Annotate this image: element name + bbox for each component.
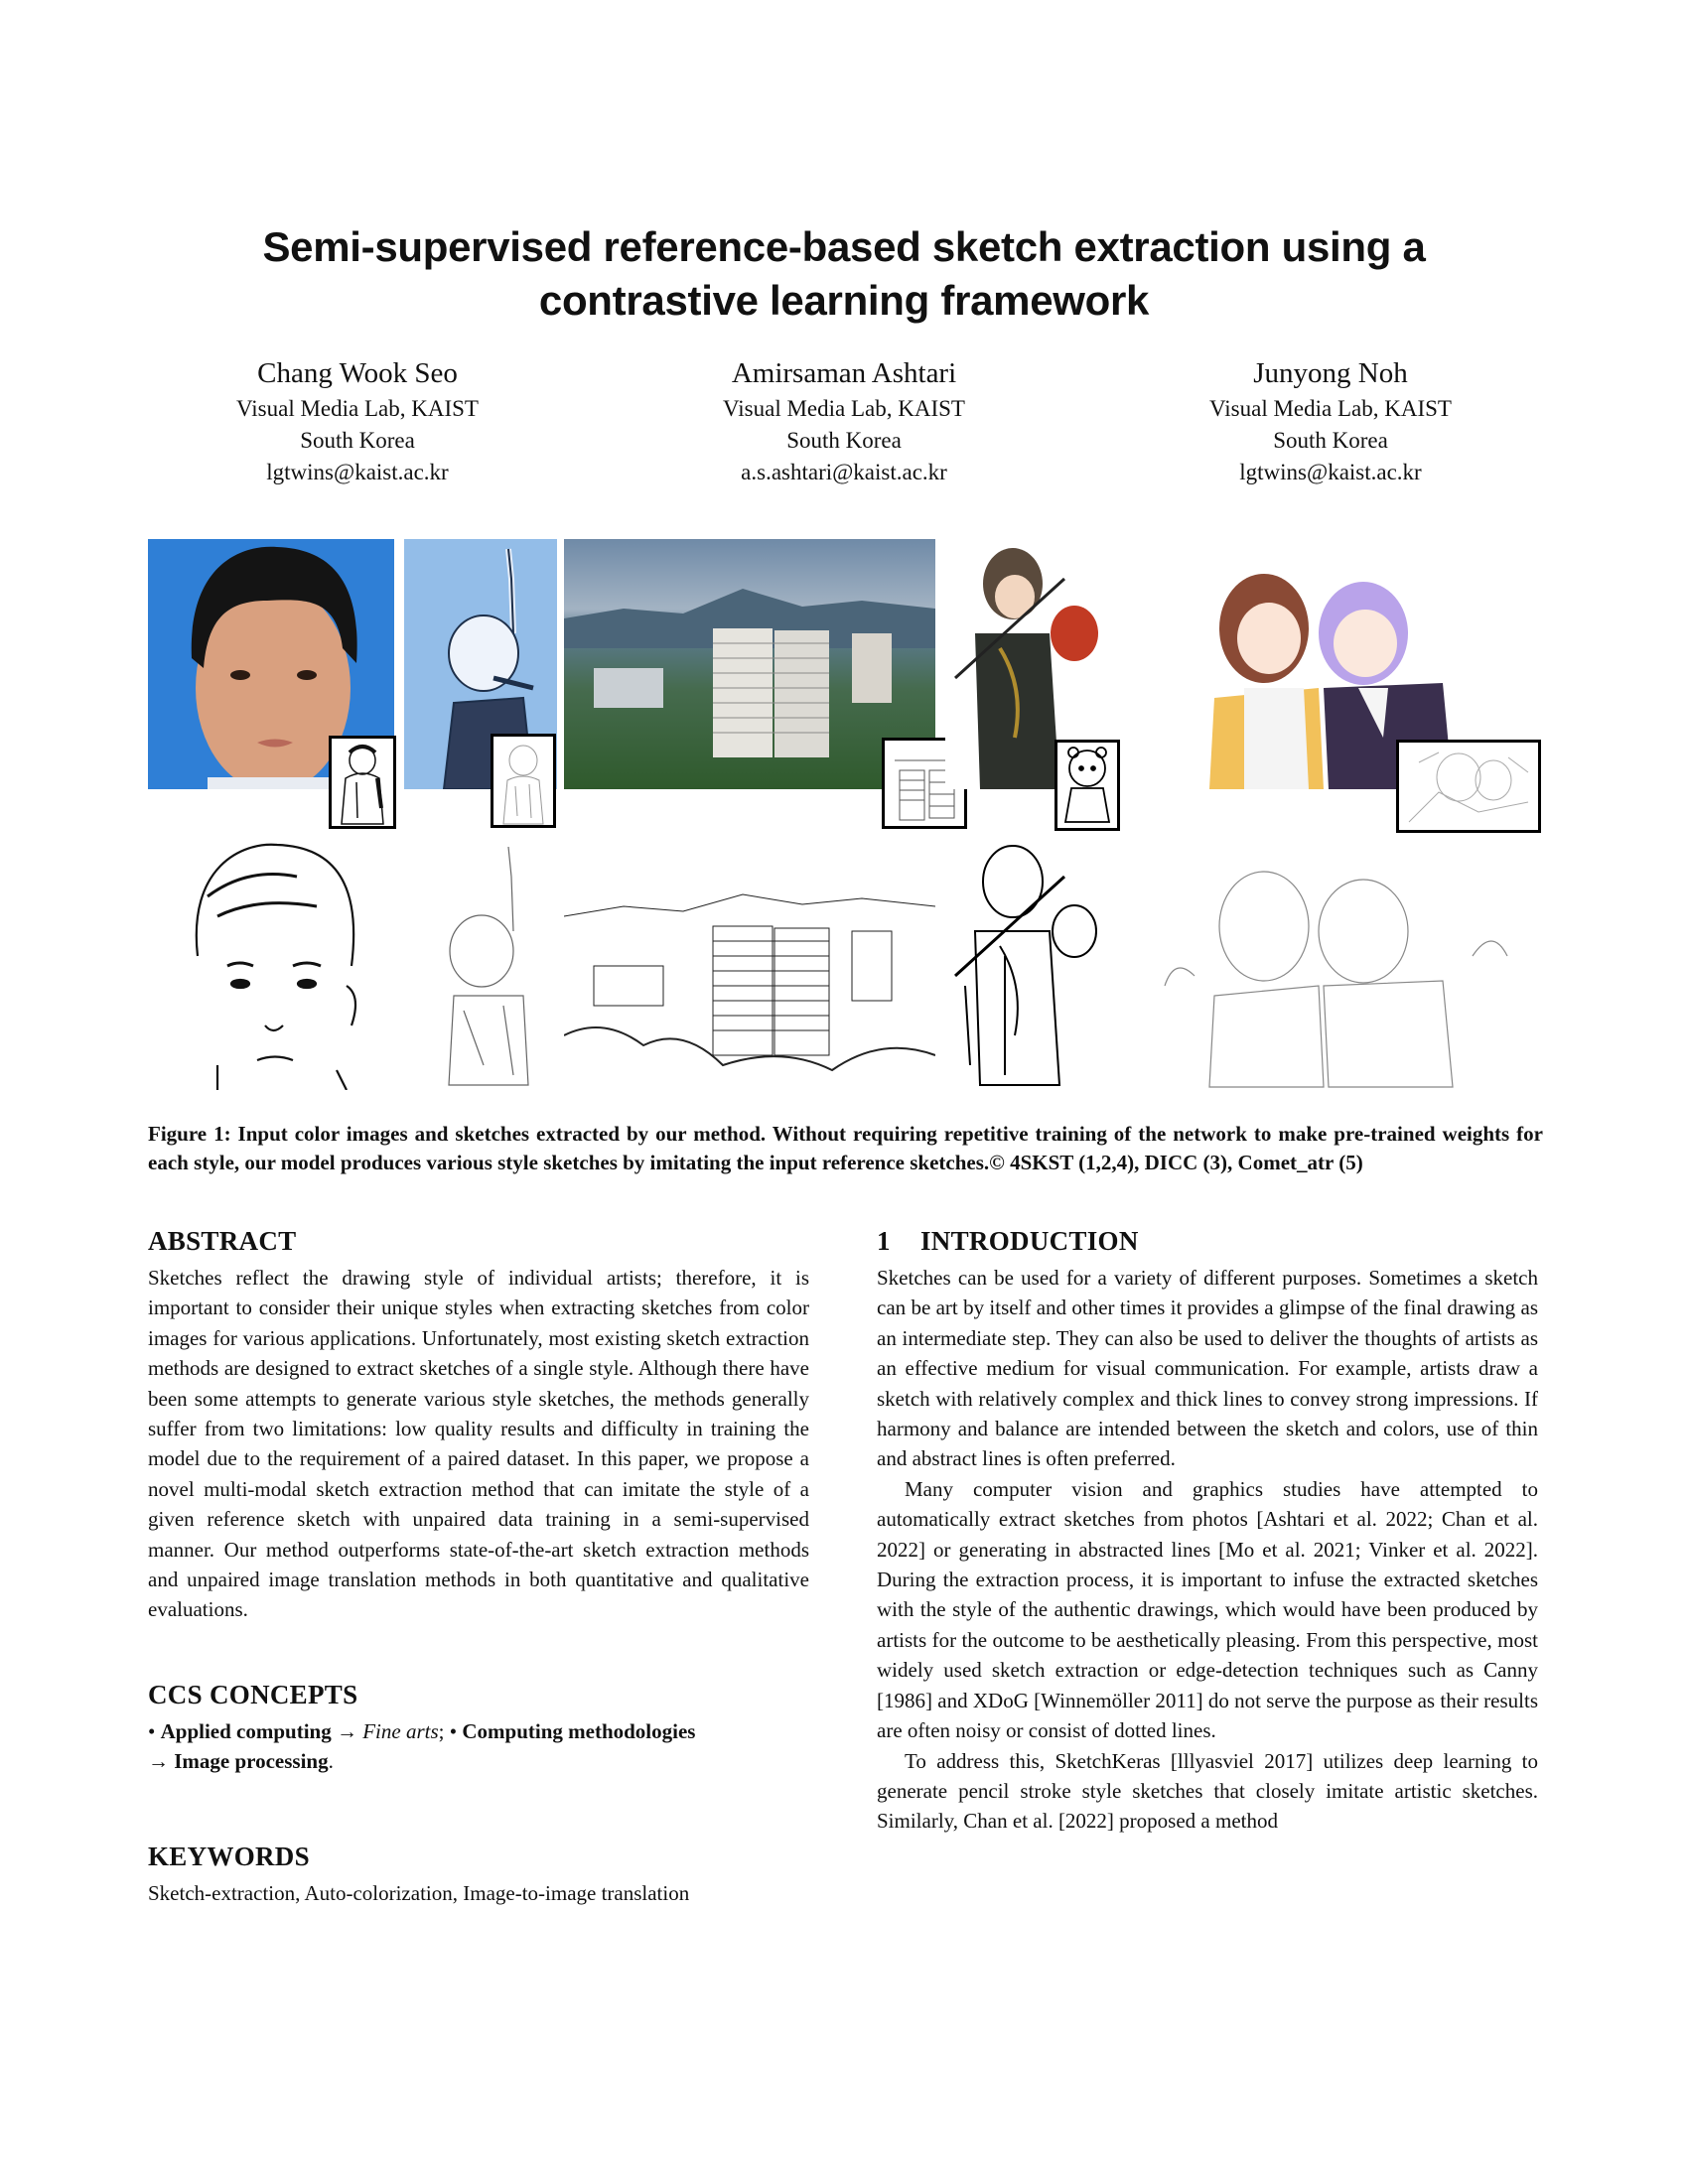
author-country: South Korea xyxy=(786,428,902,453)
figure-caption: Figure 1: Input color images and sketches extracted by our method. Without requiring repetitive training of the network to make pre-trained weights for each style, our model produces various style sketches by imitating the input reference sketches.© 4SKST (1,2,4), DICC (3), Comet_atr (5) xyxy=(148,1122,1543,1174)
author-name: Chang Wook Seo xyxy=(257,357,458,389)
introduction-heading xyxy=(877,1223,1538,1259)
section-number: 1 xyxy=(877,1226,891,1256)
left-column xyxy=(148,1223,809,1908)
author-block xyxy=(149,353,566,488)
ccs-computing-methodologies: Computing methodologies xyxy=(462,1718,696,1743)
intro-paragraph-2: Many computer vision and graphics studies have attempted to automatically extract sketches from photos [Ashtari et al. 2022; Chan et al. 2022] or generating in abstracted lines [Mo et al. 2021; Vinker et al. 2022]. During the extraction process, it is important to infuse the extracted sketches with the style of the authentic drawings, which would have been produced by artists for the outcome to be aesthetically pleasing. From this perspective, most widely used sketch extraction or edge-detection techniques such as Canny [1986] and XDoG [Winnemöller 2011] do not serve the purpose as their results are often noisy or consist of dotted lines. xyxy=(877,1476,1538,1743)
author-affiliation: Visual Media Lab, KAIST xyxy=(236,396,479,421)
author-name: Junyong Noh xyxy=(1253,357,1408,389)
reference-sketch-2 xyxy=(491,734,556,828)
author-affiliation: Visual Media Lab, KAIST xyxy=(723,396,965,421)
output-anime-girl-sketch xyxy=(404,837,557,1090)
output-portrait-sketch xyxy=(148,837,394,1090)
ccs-fine-arts: Fine arts xyxy=(362,1718,439,1743)
reference-sketch-4 xyxy=(1055,740,1120,831)
keywords-text: Sketch-extraction, Auto-colorization, Image-to-image translation xyxy=(148,1880,690,1905)
author-name: Amirsaman Ashtari xyxy=(731,357,957,389)
intro-paragraph-3: To address this, SketchKeras [lllyasviel 2017] utilizes deep learning to generate pencil stroke style sketches that closely imitate artistic sketches. Similarly, Chan et al. [2022] proposed a method xyxy=(877,1748,1538,1834)
author-email: lgtwins@kaist.ac.kr xyxy=(266,460,449,484)
title-line-2: contrastive learning framework xyxy=(538,277,1150,324)
author-email: lgtwins@kaist.ac.kr xyxy=(1239,460,1422,484)
ccs-image-processing: Image processing xyxy=(174,1749,329,1774)
ccs-heading: CCS CONCEPTS xyxy=(148,1679,358,1709)
right-column xyxy=(877,1223,1538,1837)
output-city-sketch xyxy=(564,837,935,1090)
ccs-concepts: • Applied computing → Fine arts; • Computing methodologies → Image processing. xyxy=(148,1718,696,1774)
author-block xyxy=(635,353,1053,488)
input-city-building-aerial xyxy=(564,539,935,789)
author-block xyxy=(1122,353,1539,488)
author-affiliation: Visual Media Lab, KAIST xyxy=(1209,396,1452,421)
intro-paragraph-1: Sketches can be used for a variety of different purposes. Sometimes a sketch can be art by itself and other times it provides a glimpse of the final drawing as an intermediate step. They can also be used to deliver the thoughts of artists as an effective medium for visual communication. For example, artists draw a sketch with relatively complex and thick lines to convey strong impressions. If harmony and balance are intended between the sketch and colors, use of thin and abstract lines is often preferred. xyxy=(877,1266,1538,1471)
author-list xyxy=(149,353,1539,488)
abstract-text: Sketches reflect the drawing style of individual artists; therefore, it is important to consider their unique styles when extracting sketches from color images for various applications. Unfortunately, most existing sketch extraction methods are designed to extract sketches of a single style. Although there have been some attempts to generate various style sketches, the methods generally suffer from two limitations: low quality results and difficulty in training the model due to the requirement of a paired dataset. In this paper, we propose a novel multi-modal sketch extraction method that can imitate the style of a given reference sketch with unpaired data training in a semi-supervised manner. Our method outperforms state-of-the-art sketch extraction methods and unpaired image translation methods in both quantitative and qualitative evaluations. xyxy=(148,1266,809,1622)
figure-1 xyxy=(148,539,1538,1090)
author-email: a.s.ashtari@kaist.ac.kr xyxy=(741,460,947,484)
output-anime-boy-sketch xyxy=(945,837,1119,1090)
paper-title xyxy=(149,220,1539,328)
abstract-heading: ABSTRACT xyxy=(148,1226,297,1256)
title-line-1: Semi-supervised reference-based sketch extraction using a xyxy=(262,223,1426,270)
reference-sketch-1 xyxy=(329,736,396,829)
author-country: South Korea xyxy=(300,428,415,453)
ccs-applied-computing: Applied computing xyxy=(160,1718,332,1743)
keywords-heading: KEYWORDS xyxy=(148,1841,310,1871)
author-country: South Korea xyxy=(1273,428,1388,453)
reference-sketch-5 xyxy=(1396,740,1541,833)
section-title: INTRODUCTION xyxy=(920,1226,1139,1256)
output-two-girls-sketch xyxy=(1145,837,1538,1090)
